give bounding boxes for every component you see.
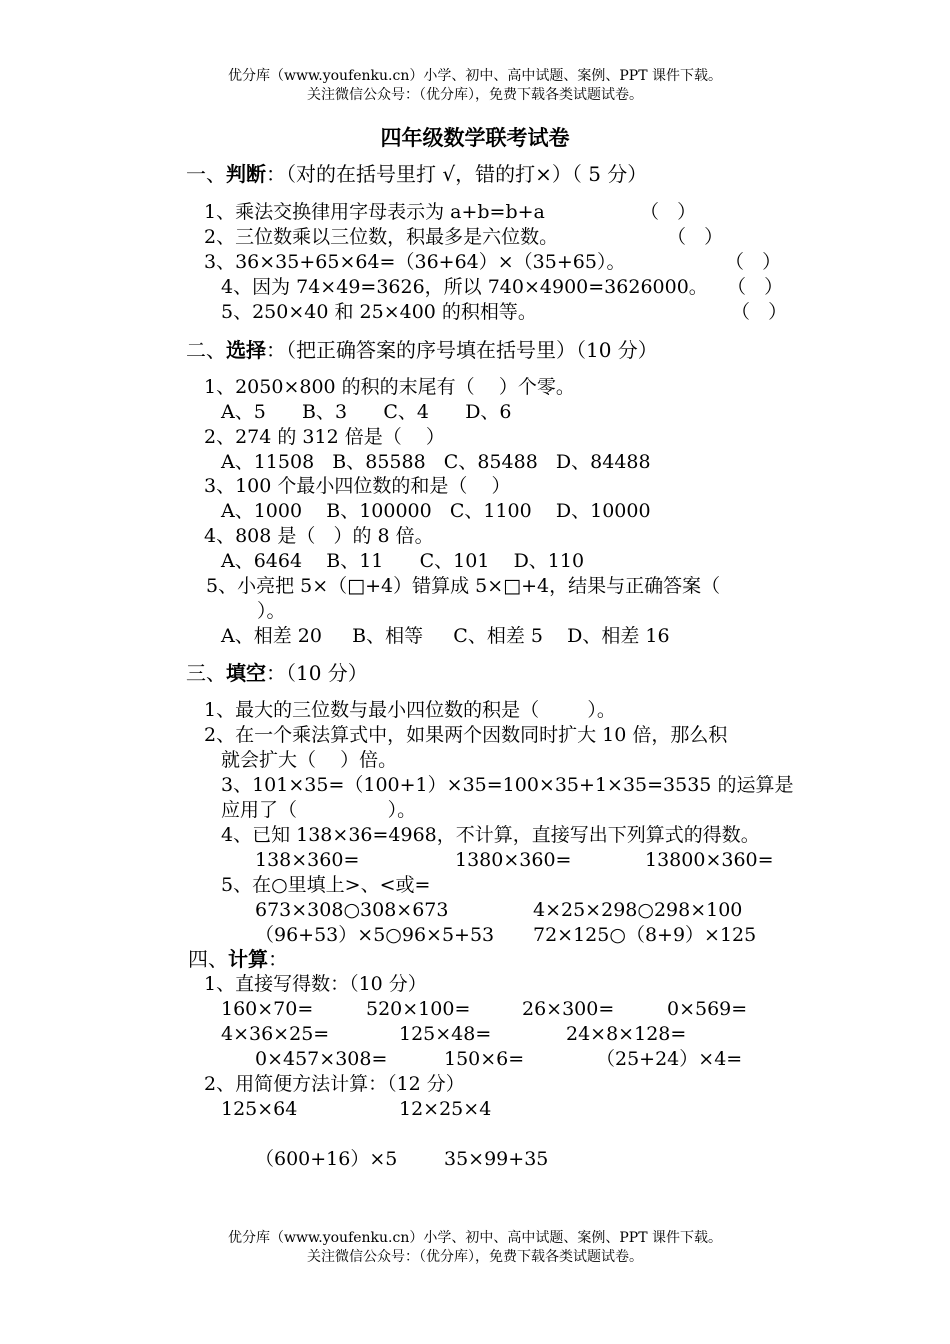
s4-part-2-heading: 2、用简便方法计算：（12 分） — [204, 1073, 465, 1095]
section-1-name: 判断 — [226, 162, 266, 186]
section-4-heading — [188, 946, 288, 972]
section-3-number: 三、 — [186, 661, 226, 685]
section-4-number: 四、 — [188, 947, 228, 971]
s1-question-1-answer-blank[interactable]: （ ） — [640, 201, 697, 223]
section-2-instructions: ：（把正确答案的序号填在括号里）（10 分） — [266, 338, 658, 362]
s3-question-5-item-c: （96+53）×5○96×5+53 — [255, 924, 495, 946]
s2-question-3-options: A、1000 B、100000 C、1100 D、10000 — [221, 500, 651, 522]
s3-question-4-item-b: 1380×360= — [455, 849, 572, 871]
s3-question-4-item-a: 138×360= — [255, 849, 360, 871]
s2-question-2: 2、274 的 312 倍是（ ） — [204, 426, 445, 448]
s4-calc-item: 520×100= — [366, 998, 471, 1020]
section-3-name: 填空 — [226, 661, 266, 685]
s1-question-3-answer-blank[interactable]: （ ） — [725, 251, 782, 273]
s1-question-4-answer-blank[interactable]: （ ） — [727, 276, 784, 298]
s1-question-2-answer-blank[interactable]: （ ） — [667, 226, 724, 248]
s2-question-5-line-2: ）。 — [257, 600, 286, 622]
header-line-2: 关注微信公众号：（优分库），免费下载各类试题试卷。 — [307, 87, 643, 103]
section-1-heading — [186, 161, 647, 187]
s3-question-5-item-b: 4×25×298○298×100 — [533, 899, 743, 921]
s4-calc-item: 26×300= — [522, 998, 615, 1020]
section-2-name: 选择 — [226, 338, 266, 362]
s2-question-5-options: A、相差 20 B、相等 C、相差 5 D、相差 16 — [221, 625, 670, 647]
section-3-heading — [186, 660, 368, 686]
s1-question-3: 3、36×35+65×64=（36+64）×（35+65）。 — [204, 251, 626, 273]
s4-calc-item: 150×6= — [444, 1048, 525, 1070]
s3-question-2-line-2: 就会扩大（ ）倍。 — [221, 749, 398, 771]
s2-question-1: 1、2050×800 的积的末尾有（ ）个零。 — [204, 376, 575, 398]
s1-question-4: 4、因为 74×49=3626，所以 740×4900=3626000。 — [221, 276, 708, 298]
section-1-instructions: ：（对的在括号里打 √，错的打×）（ 5 分） — [266, 162, 648, 186]
section-2-number: 二、 — [186, 338, 226, 362]
s4-simplify-item: 125×64 — [221, 1098, 298, 1120]
s4-part-1-heading: 1、直接写得数：（10 分） — [204, 973, 427, 995]
s4-calc-item: 24×8×128= — [566, 1023, 687, 1045]
s3-question-5-item-d: 72×125○（8+9）×125 — [533, 924, 757, 946]
s1-question-5: 5、250×40 和 25×400 的积相等。 — [221, 301, 537, 323]
s2-question-1-options: A、5 B、3 C、4 D、6 — [221, 401, 512, 423]
s3-question-4-item-c: 13800×360= — [645, 849, 774, 871]
footer-line-1: 优分库（www.youfenku.cn）小学、初中、高中试题、案例、PPT 课件下载。 — [227, 1230, 722, 1246]
s4-calc-item: 160×70= — [221, 998, 314, 1020]
s3-question-1: 1、最大的三位数与最小四位数的积是（ ）。 — [204, 699, 616, 721]
s2-question-4-options: A、6464 B、11 C、101 D、110 — [221, 550, 585, 572]
s1-question-5-answer-blank[interactable]: （ ） — [731, 301, 788, 323]
s4-calc-item: 125×48= — [399, 1023, 492, 1045]
s4-calc-item: 0×569= — [667, 998, 748, 1020]
s4-simplify-item: 35×99+35 — [444, 1148, 549, 1170]
footer-line-2: 关注微信公众号：（优分库），免费下载各类试题试卷。 — [307, 1249, 643, 1265]
s3-question-5: 5、在○里填上>、<或= — [221, 874, 431, 896]
s1-question-1: 1、乘法交换律用字母表示为 a+b=b+a — [204, 201, 545, 223]
s2-question-4: 4、808 是（ ）的 8 倍。 — [204, 525, 434, 547]
s3-question-2-line-1: 2、在一个乘法算式中，如果两个因数同时扩大 10 倍，那么积 — [204, 724, 728, 746]
section-3-instructions: ：（10 分） — [266, 661, 368, 685]
page-title: 四年级数学联考试卷 — [380, 125, 570, 150]
s3-question-3-line-2: 应用了（ ）。 — [221, 799, 417, 821]
s4-calc-item: 0×457×308= — [255, 1048, 388, 1070]
s4-simplify-item: 12×25×4 — [399, 1098, 492, 1120]
s1-question-2: 2、三位数乘以三位数，积最多是六位数。 — [204, 226, 559, 248]
s2-question-5-line-1: 5、小亮把 5×（□+4）错算成 5×□+4，结果与正确答案（ — [206, 575, 721, 597]
s4-simplify-item: （600+16）×5 — [255, 1148, 398, 1170]
s3-question-4: 4、已知 138×36=4968，不计算，直接写出下列算式的得数。 — [221, 824, 760, 846]
section-4-suffix: ： — [268, 947, 288, 971]
s4-calc-item: （25+24）×4= — [596, 1048, 743, 1070]
s3-question-5-item-a: 673×308○308×673 — [255, 899, 449, 921]
section-4-name: 计算 — [228, 947, 268, 971]
section-2-heading — [186, 337, 658, 363]
header-line-1: 优分库（www.youfenku.cn）小学、初中、高中试题、案例、PPT 课件下载。 — [227, 68, 722, 84]
s3-question-3-line-1: 3、101×35=（100+1）×35=100×35+1×35=3535 的运算是 — [221, 774, 794, 796]
s2-question-3: 3、100 个最小四位数的和是（ ） — [204, 475, 511, 497]
section-1-number: 一、 — [186, 162, 226, 186]
s4-calc-item: 4×36×25= — [221, 1023, 330, 1045]
s2-question-2-options: A、11508 B、85588 C、85488 D、84488 — [221, 451, 651, 473]
